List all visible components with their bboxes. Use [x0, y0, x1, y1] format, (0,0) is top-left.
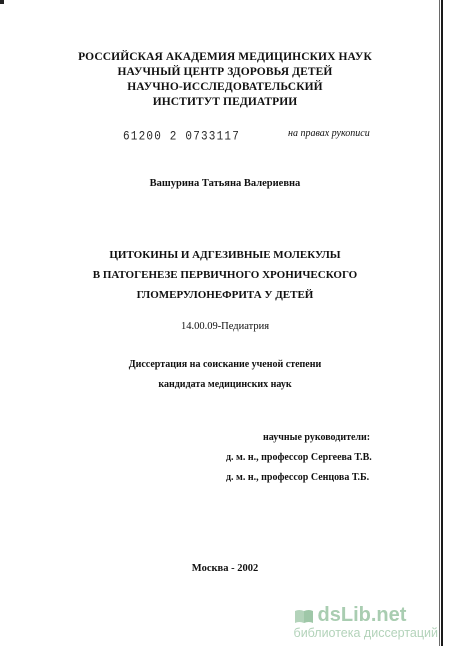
registration-stamp-number: 61200 2 0733117 — [123, 130, 241, 144]
degree-line-1: Диссертация на соискание ученой степени — [128, 359, 322, 370]
supervisor-1: д. м. н., профессор Сергеева Т.В. — [226, 452, 372, 463]
institution-line-2: НАУЧНЫЙ ЦЕНТР ЗДОРОВЬЯ ДЕТЕЙ — [117, 66, 333, 78]
watermark-site-name: dsLib.net — [317, 604, 407, 626]
book-logo-icon — [294, 608, 314, 624]
institution-line-4: ИНСТИТУТ ПЕДИАТРИИ — [152, 96, 298, 108]
institution-line-1: РОССИЙСКАЯ АКАДЕМИЯ МЕДИЦИНСКИХ НАУК — [78, 51, 372, 63]
title-line-2: В ПАТОГЕНЕЗЕ ПЕРВИЧНОГО ХРОНИЧЕСКОГО — [92, 269, 358, 281]
title-line-1: ЦИТОКИНЫ И АДГЕЗИВНЫЕ МОЛЕКУЛЫ — [109, 249, 341, 261]
scan-corner-mark — [0, 0, 4, 4]
degree-statement — [0, 355, 450, 395]
watermark-subtitle: библиотека диссертаций — [293, 626, 438, 640]
degree-line-2: кандидата медицинских наук — [158, 379, 292, 390]
supervisor-2: д. м. н., профессор Сенцова Т.Б. — [226, 472, 370, 483]
specialty-code: 14.00.09-Педиатрия — [180, 321, 270, 332]
rights-note: на правах рукописи — [288, 128, 370, 139]
author-name: Вашурина Татьяна Валериевна — [149, 178, 301, 189]
supervisors-heading: научные руководители: — [263, 432, 371, 443]
dissertation-title — [0, 245, 450, 305]
city-year: Москва - 2002 — [191, 563, 259, 574]
dslib-watermark[interactable] — [294, 604, 438, 640]
institution-line-3: НАУЧНО-ИССЛЕДОВАТЕЛЬСКИЙ — [127, 81, 323, 93]
title-line-3: ГЛОМЕРУЛОНЕФРИТА У ДЕТЕЙ — [136, 289, 314, 301]
institution-header — [0, 50, 450, 110]
